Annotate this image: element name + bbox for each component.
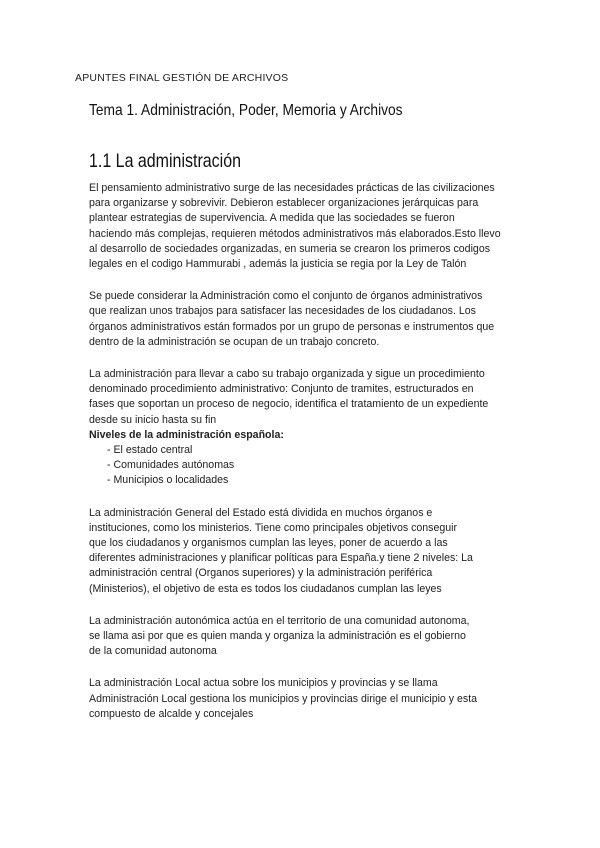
text-line: que los ciudadanos y organismos cumplan las leyes, poner de acuerdo a las bbox=[89, 537, 448, 550]
paragraph-origins bbox=[89, 181, 529, 272]
paragraph-definition bbox=[89, 289, 529, 350]
text-line: (Ministerios), el objetivo de esta es todos los ciudadanos cumplan las leyes bbox=[89, 582, 442, 595]
text-line: haciendo más complejas, requieren métodos administrativos más elaborados.Esto llevo bbox=[89, 227, 501, 240]
text-line: de la comunidad autonoma bbox=[89, 645, 217, 658]
text-line: La administración Local actua sobre los municipios y provincias y se llama bbox=[89, 677, 438, 690]
paragraph-procedure bbox=[89, 367, 529, 428]
text-line: La administración para llevar a cabo su trabajo organizada y sigue un procedimiento bbox=[89, 368, 485, 381]
chapter-heading: Tema 1. Administración, Poder, Memoria y Archivos bbox=[89, 102, 403, 119]
text-line: diferentes administraciones y planificar políticas para España.y tiene 2 niveles: La bbox=[89, 552, 473, 565]
text-line: legales en el codigo Hammurabi , además la justicia se regia por la Ley de Talón bbox=[89, 258, 467, 271]
text-line: órganos administrativos están formados por un grupo de personas e instrumentos que bbox=[89, 320, 495, 333]
text-line: Se puede considerar la Administración como el conjunto de órganos administrativos bbox=[89, 290, 483, 303]
list-item: - Comunidades autónomas bbox=[107, 458, 529, 473]
section-heading: 1.1 La administración bbox=[89, 150, 241, 172]
text-line: se llama asi por que es quien manda y organiza la administración es el gobierno bbox=[89, 630, 466, 643]
text-line: El pensamiento administrativo surge de las necesidades prácticas de las civilizaciones bbox=[89, 182, 495, 194]
levels-list bbox=[89, 443, 529, 489]
text-line: denominado procedimiento administrativo: Conjunto de tramites, estructurados en bbox=[89, 383, 474, 396]
text-line: instituciones, como los ministerios. Tiene como principales objetivos conseguir bbox=[89, 521, 458, 534]
levels-title: Niveles de la administración española: bbox=[89, 428, 284, 441]
text-line: La administración autonómica actúa en el territorio de una comunidad autonoma, bbox=[89, 614, 470, 627]
text-line: administración central (Organos superiores) y la administración periférica bbox=[89, 567, 433, 580]
text-line: La administración General del Estado está dividida en muchos órganos e bbox=[89, 506, 433, 519]
list-item: - Municipios o localidades bbox=[107, 473, 529, 488]
document-body bbox=[89, 181, 529, 739]
text-line: desde su inicio hasta su fin bbox=[89, 413, 217, 426]
list-item: - El estado central bbox=[107, 443, 529, 458]
paragraph-local bbox=[89, 676, 529, 722]
text-line: fases que soportan un proceso de negocio, identifica el tratamiento de un expediente bbox=[89, 398, 489, 411]
paragraph-autonomous bbox=[89, 614, 529, 660]
document-header: APUNTES FINAL GESTIÓN DE ARCHIVOS bbox=[75, 72, 289, 84]
text-line: dentro de la administración se ocupan de un trabajo concreto. bbox=[89, 335, 380, 348]
paragraph-general-state bbox=[89, 506, 529, 597]
text-line: plantear estrategias de supervivencia. A medida que las sociedades se fueron bbox=[89, 212, 455, 225]
text-line: al desarrollo de sociedades organizadas, en sumeria se crearon los primeros codigos bbox=[89, 242, 491, 255]
text-line: para organizarse y sobrevivir. Debieron establecer organizaciones jerárquicas para bbox=[89, 197, 479, 210]
text-line: Administración Local gestiona los municipios y provincias dirige el municipio y esta bbox=[89, 692, 478, 705]
text-line: compuesto de alcalde y concejales bbox=[89, 707, 254, 720]
text-line: que realizan unos trabajos para satisfacer las necesidades de los ciudadanos. Los bbox=[89, 305, 476, 318]
